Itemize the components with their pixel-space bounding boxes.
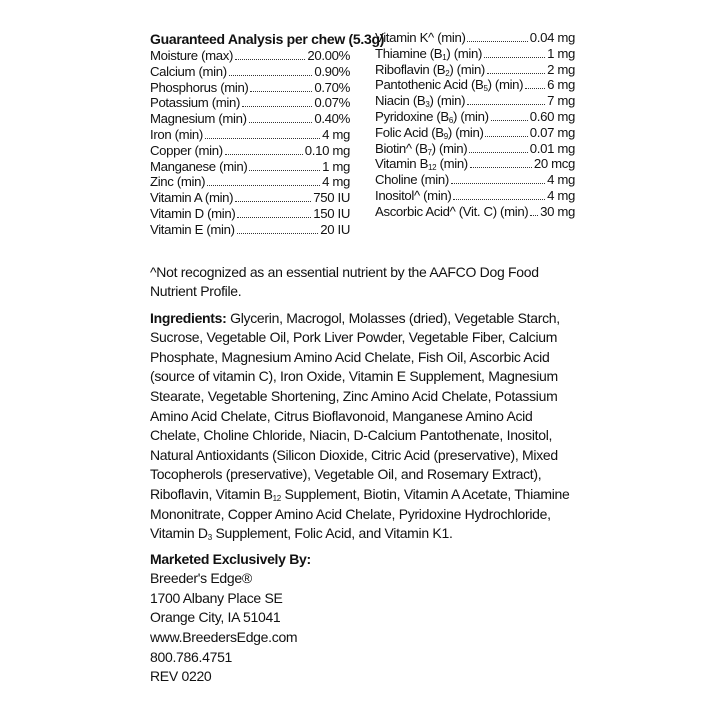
analysis-row <box>375 77 575 93</box>
revision-code: REV 0220 <box>150 668 212 685</box>
city-state-zip: Orange City, IA 51041 <box>150 609 281 626</box>
nutrient-name: Vitamin A (min) <box>150 190 234 206</box>
ingredients-text-part-1: Glycerin, Macrogol, Molasses (dried), Vegetable Starch, Sucrose, Vegetable Oil, Pork Liver Powder, Vegetable Fiber, Calcium Phosphate, Magnesium Amino Acid Chelate, Fish Oil, Ascorbic Acid (source of vitamin C), Iron Oxide, Vitamin E Supplement, Magnesium Stearate, Vegetable Shortening, Zinc Amino Acid Chelate, Potassium Amino Acid Chelate, Citrus Bioflavonoid, Manganese Amino Acid Chelate, Choline Chloride, Niacin, D-Calcium Pantothenate, Inositol, Natural Antioxidants (Silicon Dioxide, Citric Acid (preservative), Mixed Tocopherols (preservative), Vegetable Oil, and Rosemary Extract), Riboflavin, Vitamin B <box>150 309 560 502</box>
analysis-row <box>375 172 575 188</box>
marketed-heading: Marketed Exclusively By: <box>150 550 311 567</box>
nutrient-value: 30 mg <box>540 203 575 219</box>
nutrient-name: Biotin^ $(B_7)$ (min) <box>375 140 468 157</box>
analysis-row <box>150 95 350 111</box>
phone-number: 800.786.4751 <box>150 648 233 665</box>
street-address: 1700 Albany Place SE <box>150 589 283 606</box>
analysis-row <box>150 111 350 127</box>
nutrient-value: 0.04 mg <box>529 30 575 45</box>
nutrient-value: 20 mcg <box>533 156 575 172</box>
footnote: ^Not recognized as an essential nutrient by the AAFCO Dog Food Nutrient Profile. <box>150 263 539 299</box>
nutrient-value: 4 mg <box>547 187 575 203</box>
nutrient-name: Riboflavin $(B_2)$ (min) <box>375 61 485 78</box>
analysis-row <box>150 48 350 64</box>
analysis-row <box>150 190 350 206</box>
leader-dots <box>530 214 538 216</box>
nutrient-name: Vitamin E (min) <box>150 221 235 237</box>
leader-dots <box>250 90 312 92</box>
nutrient-value: 0.90% <box>314 63 350 79</box>
ingredients-text-part-2: Supplement, Biotin, Vitamin A Acetate, Thiamine Mononitrate, Copper Amino Acid Chelate, Pyridoxine Hydrochloride, Vitamin D <box>150 485 570 542</box>
analysis-title: Guaranteed Analysis per chew (5.3g) <box>150 31 385 47</box>
nutrient-value: 4 mg <box>322 174 350 190</box>
leader-dots <box>229 74 313 76</box>
leader-dots <box>207 184 320 186</box>
leader-dots <box>237 232 319 234</box>
nutrient-name: Pantothenic Acid $(B_5)$ (min) <box>375 77 524 94</box>
leader-dots <box>225 153 303 155</box>
leader-dots <box>242 105 312 107</box>
website: www.BreedersEdge.com <box>150 629 298 646</box>
company-name: Breeder's Edge® <box>150 570 252 587</box>
nutrient-name: Calcium (min) <box>150 63 227 79</box>
nutrient-value: 20.00% <box>307 48 350 63</box>
leader-dots <box>525 87 545 89</box>
leader-dots <box>249 121 313 123</box>
nutrient-value: 1 mg <box>547 45 575 61</box>
leader-dots <box>469 151 528 153</box>
leader-dots <box>249 169 320 171</box>
supplement-label <box>150 30 575 687</box>
nutrient-value: 0.07 mg <box>529 124 575 140</box>
nutrient-name: Inositol^ (min) <box>375 187 452 203</box>
leader-dots <box>237 216 311 218</box>
nutrient-value: 6 mg <box>547 77 575 93</box>
leader-dots <box>205 137 320 139</box>
analysis-left-column <box>150 48 350 238</box>
analysis-row <box>150 80 350 96</box>
analysis-right-column <box>375 30 575 238</box>
nutrient-value: 150 IU <box>313 205 350 221</box>
ingredients-label: Ingredients: <box>150 309 227 326</box>
nutrient-value: 0.40% <box>314 111 350 127</box>
nutrient-value: 0.60 mg <box>529 108 575 124</box>
marketed-by-block <box>150 550 575 687</box>
leader-dots <box>235 58 305 60</box>
nutrient-value: 750 IU <box>313 190 350 206</box>
nutrient-value: 0.01 mg <box>529 140 575 156</box>
analysis-row <box>150 222 350 238</box>
nutrient-name: Choline (min) <box>375 172 449 188</box>
nutrient-name: Magnesium (min) <box>150 111 247 127</box>
analysis-row <box>375 93 575 109</box>
leader-dots <box>484 56 545 58</box>
nutrient-value: 1 mg <box>322 158 350 174</box>
nutrient-name: Manganese (min) <box>150 158 248 174</box>
nutrient-value: 7 mg <box>547 93 575 109</box>
nutrient-value: 0.07% <box>314 95 350 111</box>
nutrient-name: Vitamin K^ (min) <box>375 30 466 45</box>
nutrient-name: Niacin $(B_3)$ (min) <box>375 93 466 110</box>
ingredients-text-part-3: Supplement, Folic Acid, and Vitamin K1. <box>211 525 453 542</box>
analysis-row <box>375 30 575 46</box>
analysis-row <box>150 127 350 143</box>
leader-dots <box>451 182 545 184</box>
nutrient-name: Zinc (min) <box>150 174 206 190</box>
analysis-row <box>150 64 350 80</box>
analysis-row <box>375 125 575 141</box>
analysis-row <box>375 141 575 157</box>
leader-dots <box>485 135 527 137</box>
analysis-row <box>150 206 350 222</box>
nutrient-value: 4 mg <box>547 172 575 188</box>
nutrient-name: Copper (min) <box>150 142 223 158</box>
nutrient-name: Phosphorus (min) <box>150 79 249 95</box>
ingredients-paragraph <box>150 309 575 544</box>
nutrient-name: Ascorbic Acid^ (Vit. C) (min) <box>375 203 529 219</box>
analysis-row <box>150 159 350 175</box>
ingredients-subscript-2: 3 <box>207 533 212 543</box>
analysis-row <box>150 143 350 159</box>
nutrient-name: Moisture (max) <box>150 48 234 63</box>
nutrient-name: Vitamin D (min) <box>150 205 236 221</box>
analysis-row <box>375 204 575 220</box>
nutrient-name: Pyridoxine $(B_6)$ (min) <box>375 108 489 125</box>
analysis-row <box>375 46 575 62</box>
leader-dots <box>467 40 527 42</box>
analysis-row <box>375 188 575 204</box>
leader-dots <box>470 166 532 168</box>
nutrient-value: 0.10 mg <box>304 142 350 158</box>
nutrient-name: Iron (min) <box>150 126 203 142</box>
leader-dots <box>487 72 545 74</box>
analysis-row <box>375 62 575 78</box>
leader-dots <box>491 119 528 121</box>
leader-dots <box>467 103 545 105</box>
nutrient-value: 2 mg <box>547 61 575 77</box>
analysis-row <box>375 156 575 172</box>
leader-dots <box>235 200 311 202</box>
nutrient-name: Folic Acid $(B_9)$ (min) <box>375 124 484 141</box>
analysis-row <box>375 109 575 125</box>
nutrient-name: Thiamine $(B_1)$ (min) <box>375 45 482 62</box>
nutrient-value: 4 mg <box>322 126 350 142</box>
nutrient-name: Potassium (min) <box>150 95 241 111</box>
analysis-row <box>150 174 350 190</box>
nutrient-value: 0.70% <box>314 79 350 95</box>
leader-dots <box>453 198 545 200</box>
ingredients-subscript-1: 12 <box>272 493 281 503</box>
nutrient-value: 20 IU <box>320 221 350 237</box>
nutrient-name: Vitamin $B_{12}$ (min) <box>375 156 468 173</box>
